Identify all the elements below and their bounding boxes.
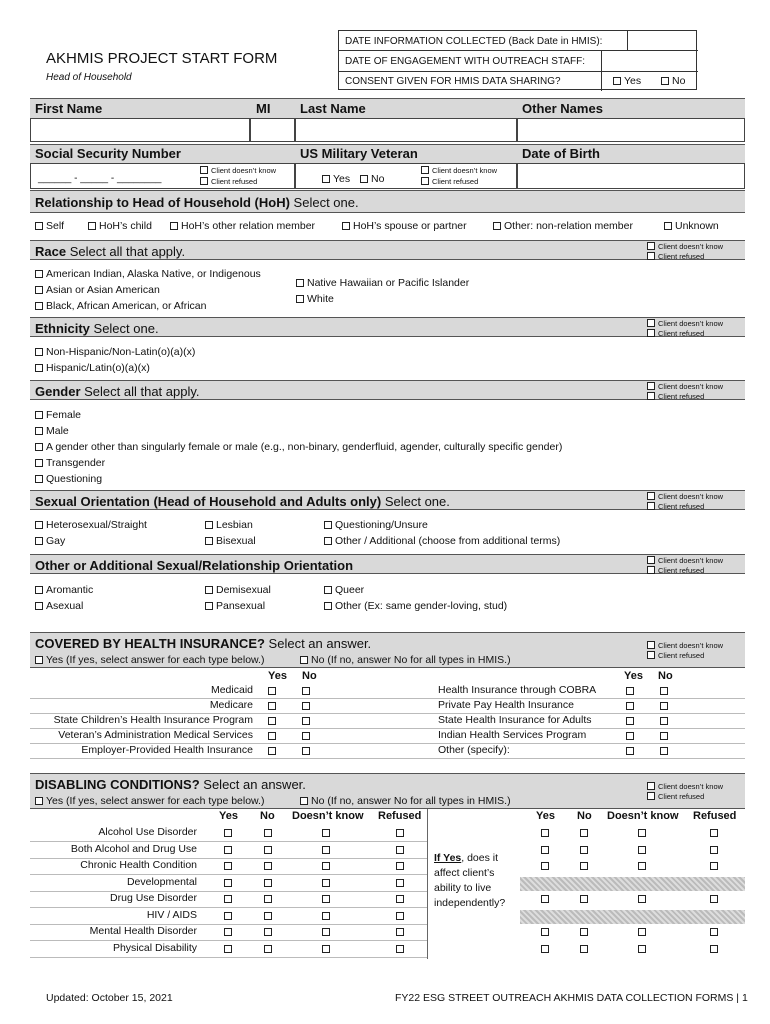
dis-independent-yes-checkbox[interactable] <box>541 928 549 936</box>
ins-row-divider <box>30 758 745 759</box>
ins-left-no-checkbox[interactable] <box>302 702 310 710</box>
dis-independent-no-checkbox[interactable] <box>580 829 588 837</box>
ao-pansexual[interactable]: Pansexual <box>205 600 265 612</box>
dis-row-divider <box>30 907 427 908</box>
checkbox-icon <box>324 586 332 594</box>
checkbox-icon <box>647 392 655 400</box>
dis-yes-header-right: Yes <box>536 810 555 822</box>
so-bisexual[interactable]: Bisexual <box>205 535 256 547</box>
ins-right-no-checkbox[interactable] <box>660 687 668 695</box>
ins-right-no-checkbox[interactable] <box>660 702 668 710</box>
checkbox-icon <box>647 492 655 500</box>
veteran-label: US Military Veteran <box>300 146 418 161</box>
checkbox-icon <box>35 286 43 294</box>
ssn-refused[interactable]: Client refused <box>200 177 257 187</box>
rel-non-relation[interactable]: Other: non-relation member <box>493 220 633 232</box>
dis-yes-checkbox[interactable] <box>224 846 232 854</box>
dis-dk-checkbox[interactable] <box>322 928 330 936</box>
ethnicity-section-header: Ethnicity Select one. Client doesn’t know Client refused <box>30 317 745 337</box>
ethnicity-non-hispanic[interactable]: Non-Hispanic/Non-Latin(o)(a)(x) <box>35 346 195 358</box>
checkbox-icon <box>613 77 621 85</box>
dis-row-label: Physical Disability <box>112 942 197 954</box>
checkbox-icon <box>647 329 655 337</box>
ao-demisexual[interactable]: Demisexual <box>205 584 271 596</box>
rel-self[interactable]: Self <box>35 220 64 232</box>
checkbox-icon <box>647 502 655 510</box>
checkbox-icon <box>35 222 43 230</box>
dis-row-label: Mental Health Disorder <box>89 925 197 937</box>
checkbox-icon <box>300 656 308 664</box>
ins-left-no-checkbox[interactable] <box>302 717 310 725</box>
dis-independent-refused-checkbox[interactable] <box>710 895 718 903</box>
dis-refused-checkbox[interactable] <box>396 912 404 920</box>
dis-independent-no-checkbox[interactable] <box>580 846 588 854</box>
gender-transgender[interactable]: Transgender <box>35 457 105 469</box>
checkbox-icon <box>200 166 208 174</box>
form-subtitle: Head of Household <box>46 72 132 83</box>
ins-left-no-checkbox[interactable] <box>302 747 310 755</box>
checkbox-icon <box>296 279 304 287</box>
ins-left-yes-checkbox[interactable] <box>268 747 276 755</box>
ins-right-label: Private Pay Health Insurance <box>438 699 574 711</box>
so-heterosexual[interactable]: Heterosexual/Straight <box>35 519 147 531</box>
insurance-refused[interactable]: Client refused <box>647 651 723 661</box>
gender-questioning[interactable]: Questioning <box>35 473 102 485</box>
checkbox-icon <box>324 602 332 610</box>
checkbox-icon <box>35 521 43 529</box>
dis-yes-checkbox[interactable] <box>224 895 232 903</box>
dis-row-divider <box>30 841 427 842</box>
race-refused[interactable]: Client refused <box>647 252 723 262</box>
dis-yes-checkbox[interactable] <box>224 829 232 837</box>
checkbox-icon <box>35 427 43 435</box>
dis-refused-checkbox[interactable] <box>396 895 404 903</box>
last-name-field[interactable] <box>295 118 517 142</box>
dis-refused-checkbox[interactable] <box>396 945 404 953</box>
checkbox-icon <box>360 175 368 183</box>
checkbox-icon <box>205 586 213 594</box>
dis-no-checkbox[interactable] <box>264 928 272 936</box>
race-black[interactable]: Black, African American, or African <box>35 300 206 312</box>
dis-independent-dk-checkbox[interactable] <box>638 829 646 837</box>
dis-independent-no-checkbox[interactable] <box>580 895 588 903</box>
dis-dk-checkbox[interactable] <box>322 846 330 854</box>
other-names-field[interactable] <box>517 118 745 142</box>
checkbox-icon <box>35 586 43 594</box>
checkbox-icon <box>647 641 655 649</box>
disabling-section-header: DISABLING CONDITIONS? Select an answer. Client doesn’t know Client refused Yes (If yes, select answer for each type below.) No (If no, answer No for all types in HMIS.) <box>30 773 745 809</box>
checkbox-icon <box>35 537 43 545</box>
mi-label: MI <box>256 101 271 116</box>
ins-right-no-checkbox[interactable] <box>660 717 668 725</box>
checkbox-icon <box>35 348 43 356</box>
ins-left-no-checkbox[interactable] <box>302 687 310 695</box>
ethnicity-hispanic[interactable]: Hispanic/Latin(o)(a)(x) <box>35 362 150 374</box>
race-section-header: Race Select all that apply. Client doesn’t know Client refused <box>30 240 745 260</box>
dis-row-label: Drug Use Disorder <box>110 892 197 904</box>
checkbox-icon <box>88 222 96 230</box>
dis-row-label: Chronic Health Condition <box>80 859 197 871</box>
dis-yes-checkbox[interactable] <box>224 879 232 887</box>
consent-no[interactable]: No <box>661 75 685 87</box>
dis-no-checkbox[interactable] <box>264 895 272 903</box>
checkbox-icon <box>35 602 43 610</box>
checkbox-icon <box>205 521 213 529</box>
dis-independent-no-checkbox[interactable] <box>580 945 588 953</box>
checkbox-icon <box>647 252 655 260</box>
ins-left-yes-checkbox[interactable] <box>268 687 276 695</box>
ethnicity-dk[interactable]: Client doesn’t know <box>647 319 723 329</box>
checkbox-icon <box>647 566 655 574</box>
dis-no-checkbox[interactable] <box>264 879 272 887</box>
ins-left-label: Medicare <box>209 699 253 711</box>
dis-independent-refused-checkbox[interactable] <box>710 928 718 936</box>
dis-dk-checkbox[interactable] <box>322 912 330 920</box>
ins-right-yes-checkbox[interactable] <box>626 732 634 740</box>
dis-no-checkbox[interactable] <box>264 862 272 870</box>
date-collected-label: DATE INFORMATION COLLECTED (Back Date in HMIS): <box>345 36 603 47</box>
dis-refused-checkbox[interactable] <box>396 928 404 936</box>
ins-no-header-left: No <box>302 670 317 682</box>
checkbox-icon <box>647 242 655 250</box>
rel-unknown[interactable]: Unknown <box>664 220 719 232</box>
checkbox-icon <box>205 602 213 610</box>
ins-right-no-checkbox[interactable] <box>660 747 668 755</box>
dis-dk-header-right: Doesn’t know <box>607 810 679 822</box>
ins-right-label: Indian Health Services Program <box>438 729 587 741</box>
dis-yes-checkbox[interactable] <box>224 862 232 870</box>
dis-dk-checkbox[interactable] <box>322 829 330 837</box>
dis-independent-refused-checkbox[interactable] <box>710 862 718 870</box>
dis-independent-dk-checkbox[interactable] <box>638 945 646 953</box>
dis-row-label: HIV / AIDS <box>146 909 197 921</box>
relationship-section-header: Relationship to Head of Household (HoH) Select one. <box>30 190 745 213</box>
dis-row-divider <box>30 940 427 941</box>
form-title: AKHMIS PROJECT START FORM <box>46 50 278 67</box>
so-gay[interactable]: Gay <box>35 535 65 547</box>
dis-independent-no-checkbox[interactable] <box>580 862 588 870</box>
insurance-yes-option[interactable]: Yes (If yes, select answer for each type below.) <box>35 654 264 666</box>
additional-dk[interactable]: Client doesn’t know <box>647 556 723 566</box>
veteran-yes[interactable]: Yes <box>322 173 350 185</box>
rel-child[interactable]: HoH’s child <box>88 220 152 232</box>
sexual-orientation-section-header: Sexual Orientation (Head of Household and Adults only) Select one. Client doesn’t know Client refused <box>30 490 745 510</box>
if-yes-question: If Yes, does it affect client’s ability to live independently? <box>434 852 506 909</box>
ins-row-divider <box>30 698 745 699</box>
checkbox-icon <box>664 222 672 230</box>
insurance-section-header: COVERED BY HEALTH INSURANCE? Select an answer. Client doesn’t know Client refused Yes (If yes, select answer for each type below.) No (If no, answer No for all types in HMIS.) <box>30 632 745 668</box>
so-questioning[interactable]: Questioning/Unsure <box>324 519 428 531</box>
checkbox-icon <box>205 537 213 545</box>
ins-left-yes-checkbox[interactable] <box>268 702 276 710</box>
dis-refused-checkbox[interactable] <box>396 862 404 870</box>
checkbox-icon <box>35 364 43 372</box>
dis-independent-dk-checkbox[interactable] <box>638 846 646 854</box>
ins-left-yes-checkbox[interactable] <box>268 717 276 725</box>
race-dk[interactable]: Client doesn’t know <box>647 242 723 252</box>
dis-dk-checkbox[interactable] <box>322 895 330 903</box>
ins-left-label: Medicaid <box>210 684 253 696</box>
dis-dk-checkbox[interactable] <box>322 945 330 953</box>
footer-updated: Updated: October 15, 2021 <box>46 992 173 1004</box>
consent-yes[interactable]: Yes <box>613 75 641 87</box>
checkbox-icon <box>421 177 429 185</box>
dis-shaded-cell <box>520 877 745 891</box>
ssn-dk[interactable]: Client doesn’t know <box>200 166 276 176</box>
ssn-blank: ______ - _____ - ________ <box>38 173 162 184</box>
dis-refused-header-right: Refused <box>693 810 737 822</box>
gender-female[interactable]: Female <box>35 409 81 421</box>
checkbox-icon <box>324 521 332 529</box>
checkbox-icon <box>35 475 43 483</box>
dis-shaded-cell <box>520 910 745 924</box>
race-native-hawaiian[interactable]: Native Hawaiian or Pacific Islander <box>296 277 469 289</box>
checkbox-icon <box>35 302 43 310</box>
checkbox-icon <box>647 319 655 327</box>
dis-row-label: Developmental <box>126 876 197 888</box>
dis-independent-no-checkbox[interactable] <box>580 928 588 936</box>
dis-no-checkbox[interactable] <box>264 846 272 854</box>
dis-independent-yes-checkbox[interactable] <box>541 829 549 837</box>
gender-refused[interactable]: Client refused <box>647 392 723 402</box>
dis-no-header-right: No <box>577 810 592 822</box>
date-engagement-label: DATE OF ENGAGEMENT WITH OUTREACH STAFF: <box>345 56 586 67</box>
checkbox-icon <box>661 77 669 85</box>
dis-no-checkbox[interactable] <box>264 912 272 920</box>
mi-field[interactable] <box>250 118 295 142</box>
ins-yes-header-left: Yes <box>268 670 287 682</box>
first-name-field[interactable] <box>30 118 250 142</box>
dis-independent-dk-checkbox[interactable] <box>638 862 646 870</box>
dis-refused-checkbox[interactable] <box>396 846 404 854</box>
first-name-label: First Name <box>35 101 103 116</box>
ao-asexual[interactable]: Asexual <box>35 600 83 612</box>
ins-right-label: Other (specify): <box>438 744 510 756</box>
checkbox-icon <box>647 782 655 790</box>
ins-left-label: State Children’s Health Insurance Program <box>53 714 253 726</box>
dis-independent-refused-checkbox[interactable] <box>710 945 718 953</box>
gender-dk[interactable]: Client doesn’t know <box>647 382 723 392</box>
header-info-box <box>338 30 697 90</box>
checkbox-icon <box>200 177 208 185</box>
additional-refused[interactable]: Client refused <box>647 566 723 576</box>
dis-row-divider <box>30 874 427 875</box>
dis-no-header: No <box>260 810 275 822</box>
veteran-refused[interactable]: Client refused <box>421 177 478 187</box>
checkbox-icon <box>421 166 429 174</box>
last-name-label: Last Name <box>300 101 366 116</box>
date-engagement-field[interactable] <box>603 52 695 70</box>
dis-independent-dk-checkbox[interactable] <box>638 895 646 903</box>
date-collected-field[interactable] <box>629 32 695 50</box>
checkbox-icon <box>35 443 43 451</box>
ins-right-yes-checkbox[interactable] <box>626 717 634 725</box>
ins-left-label: Employer-Provided Health Insurance <box>81 744 253 756</box>
disabling-no-option[interactable]: No (If no, answer No for all types in HMIS.) <box>300 795 511 807</box>
sexual-refused[interactable]: Client refused <box>647 502 723 512</box>
ins-right-yes-checkbox[interactable] <box>626 687 634 695</box>
checkbox-icon <box>35 411 43 419</box>
dis-independent-yes-checkbox[interactable] <box>541 862 549 870</box>
consent-label: CONSENT GIVEN FOR HMIS DATA SHARING? <box>345 76 561 87</box>
checkbox-icon <box>35 797 43 805</box>
race-white[interactable]: White <box>296 293 334 305</box>
dis-yes-checkbox[interactable] <box>224 945 232 953</box>
ao-aromantic[interactable]: Aromantic <box>35 584 93 596</box>
sexual-dk[interactable]: Client doesn’t know <box>647 492 723 502</box>
gender-male[interactable]: Male <box>35 425 69 437</box>
gender-other[interactable]: A gender other than singularly female or male (e.g., non-binary, genderfluid, agender, culturally specific gender) <box>35 441 562 453</box>
dis-independent-yes-checkbox[interactable] <box>541 846 549 854</box>
dis-no-checkbox[interactable] <box>264 945 272 953</box>
checkbox-icon <box>647 651 655 659</box>
dis-independent-refused-checkbox[interactable] <box>710 829 718 837</box>
veteran-dk[interactable]: Client doesn’t know <box>421 166 497 176</box>
dis-yes-checkbox[interactable] <box>224 928 232 936</box>
ins-right-yes-checkbox[interactable] <box>626 747 634 755</box>
ins-right-label: State Health Insurance for Adults <box>438 714 592 726</box>
checkbox-icon <box>342 222 350 230</box>
ethnicity-refused[interactable]: Client refused <box>647 329 723 339</box>
dob-field[interactable] <box>517 163 745 189</box>
checkbox-icon <box>324 537 332 545</box>
ins-yes-header-right: Yes <box>624 670 643 682</box>
ao-queer[interactable]: Queer <box>324 584 364 596</box>
ins-left-no-checkbox[interactable] <box>302 732 310 740</box>
dis-independent-yes-checkbox[interactable] <box>541 945 549 953</box>
checkbox-icon <box>322 175 330 183</box>
dis-dk-checkbox[interactable] <box>322 862 330 870</box>
dis-dk-header: Doesn’t know <box>292 810 364 822</box>
checkbox-icon <box>493 222 501 230</box>
checkbox-icon <box>170 222 178 230</box>
veteran-no[interactable]: No <box>360 173 384 185</box>
dis-yes-checkbox[interactable] <box>224 912 232 920</box>
checkbox-icon <box>35 270 43 278</box>
dis-independent-refused-checkbox[interactable] <box>710 846 718 854</box>
footer-form-name: FY22 ESG STREET OUTREACH AKHMIS DATA COLLECTION FORMS | 1 <box>395 992 748 1004</box>
gender-section-header: Gender Select all that apply. Client doesn’t know Client refused <box>30 380 745 400</box>
other-names-label: Other Names <box>522 101 603 116</box>
checkbox-icon <box>300 797 308 805</box>
ao-other[interactable]: Other (Ex: same gender-loving, stud) <box>324 600 507 612</box>
insurance-dk[interactable]: Client doesn’t know <box>647 641 723 651</box>
dis-dk-checkbox[interactable] <box>322 879 330 887</box>
dis-row-divider <box>30 957 427 958</box>
disabling-dk[interactable]: Client doesn’t know <box>647 782 723 792</box>
ins-left-yes-checkbox[interactable] <box>268 732 276 740</box>
checkbox-icon <box>647 556 655 564</box>
checkbox-icon <box>647 382 655 390</box>
checkbox-icon <box>296 295 304 303</box>
race-asian[interactable]: Asian or Asian American <box>35 284 160 296</box>
rel-spouse[interactable]: HoH’s spouse or partner <box>342 220 467 232</box>
dis-refused-checkbox[interactable] <box>396 829 404 837</box>
dob-label: Date of Birth <box>522 146 600 161</box>
so-lesbian[interactable]: Lesbian <box>205 519 253 531</box>
ins-right-label: Health Insurance through COBRA <box>438 684 597 696</box>
so-other[interactable]: Other / Additional (choose from additional terms) <box>324 535 560 547</box>
checkbox-icon <box>647 792 655 800</box>
dis-yes-header: Yes <box>219 810 238 822</box>
dis-refused-checkbox[interactable] <box>396 879 404 887</box>
dis-row-divider <box>30 891 427 892</box>
race-american-indian[interactable]: American Indian, Alaska Native, or Indigenous <box>35 268 261 280</box>
ins-left-label: Veteran’s Administration Medical Services <box>58 729 253 741</box>
insurance-no-option[interactable]: No (If no, answer No for all types in HMIS.) <box>300 654 511 666</box>
dis-independent-dk-checkbox[interactable] <box>638 928 646 936</box>
ins-right-yes-checkbox[interactable] <box>626 702 634 710</box>
checkbox-icon <box>35 459 43 467</box>
dis-row-label: Alcohol Use Disorder <box>98 826 197 838</box>
dis-row-label: Both Alcohol and Drug Use <box>70 843 197 855</box>
dis-no-checkbox[interactable] <box>264 829 272 837</box>
dis-refused-header: Refused <box>378 810 422 822</box>
ins-no-header-right: No <box>658 670 673 682</box>
dis-independent-yes-checkbox[interactable] <box>541 895 549 903</box>
disabling-refused[interactable]: Client refused <box>647 792 723 802</box>
disabling-yes-option[interactable]: Yes (If yes, select answer for each type below.) <box>35 795 264 807</box>
ssn-label: Social Security Number <box>35 146 181 161</box>
checkbox-icon <box>35 656 43 664</box>
additional-orientation-section-header: Other or Additional Sexual/Relationship Orientation Client doesn’t know Client refused <box>30 554 745 574</box>
rel-other-relation[interactable]: HoH’s other relation member <box>170 220 315 232</box>
ins-right-no-checkbox[interactable] <box>660 732 668 740</box>
